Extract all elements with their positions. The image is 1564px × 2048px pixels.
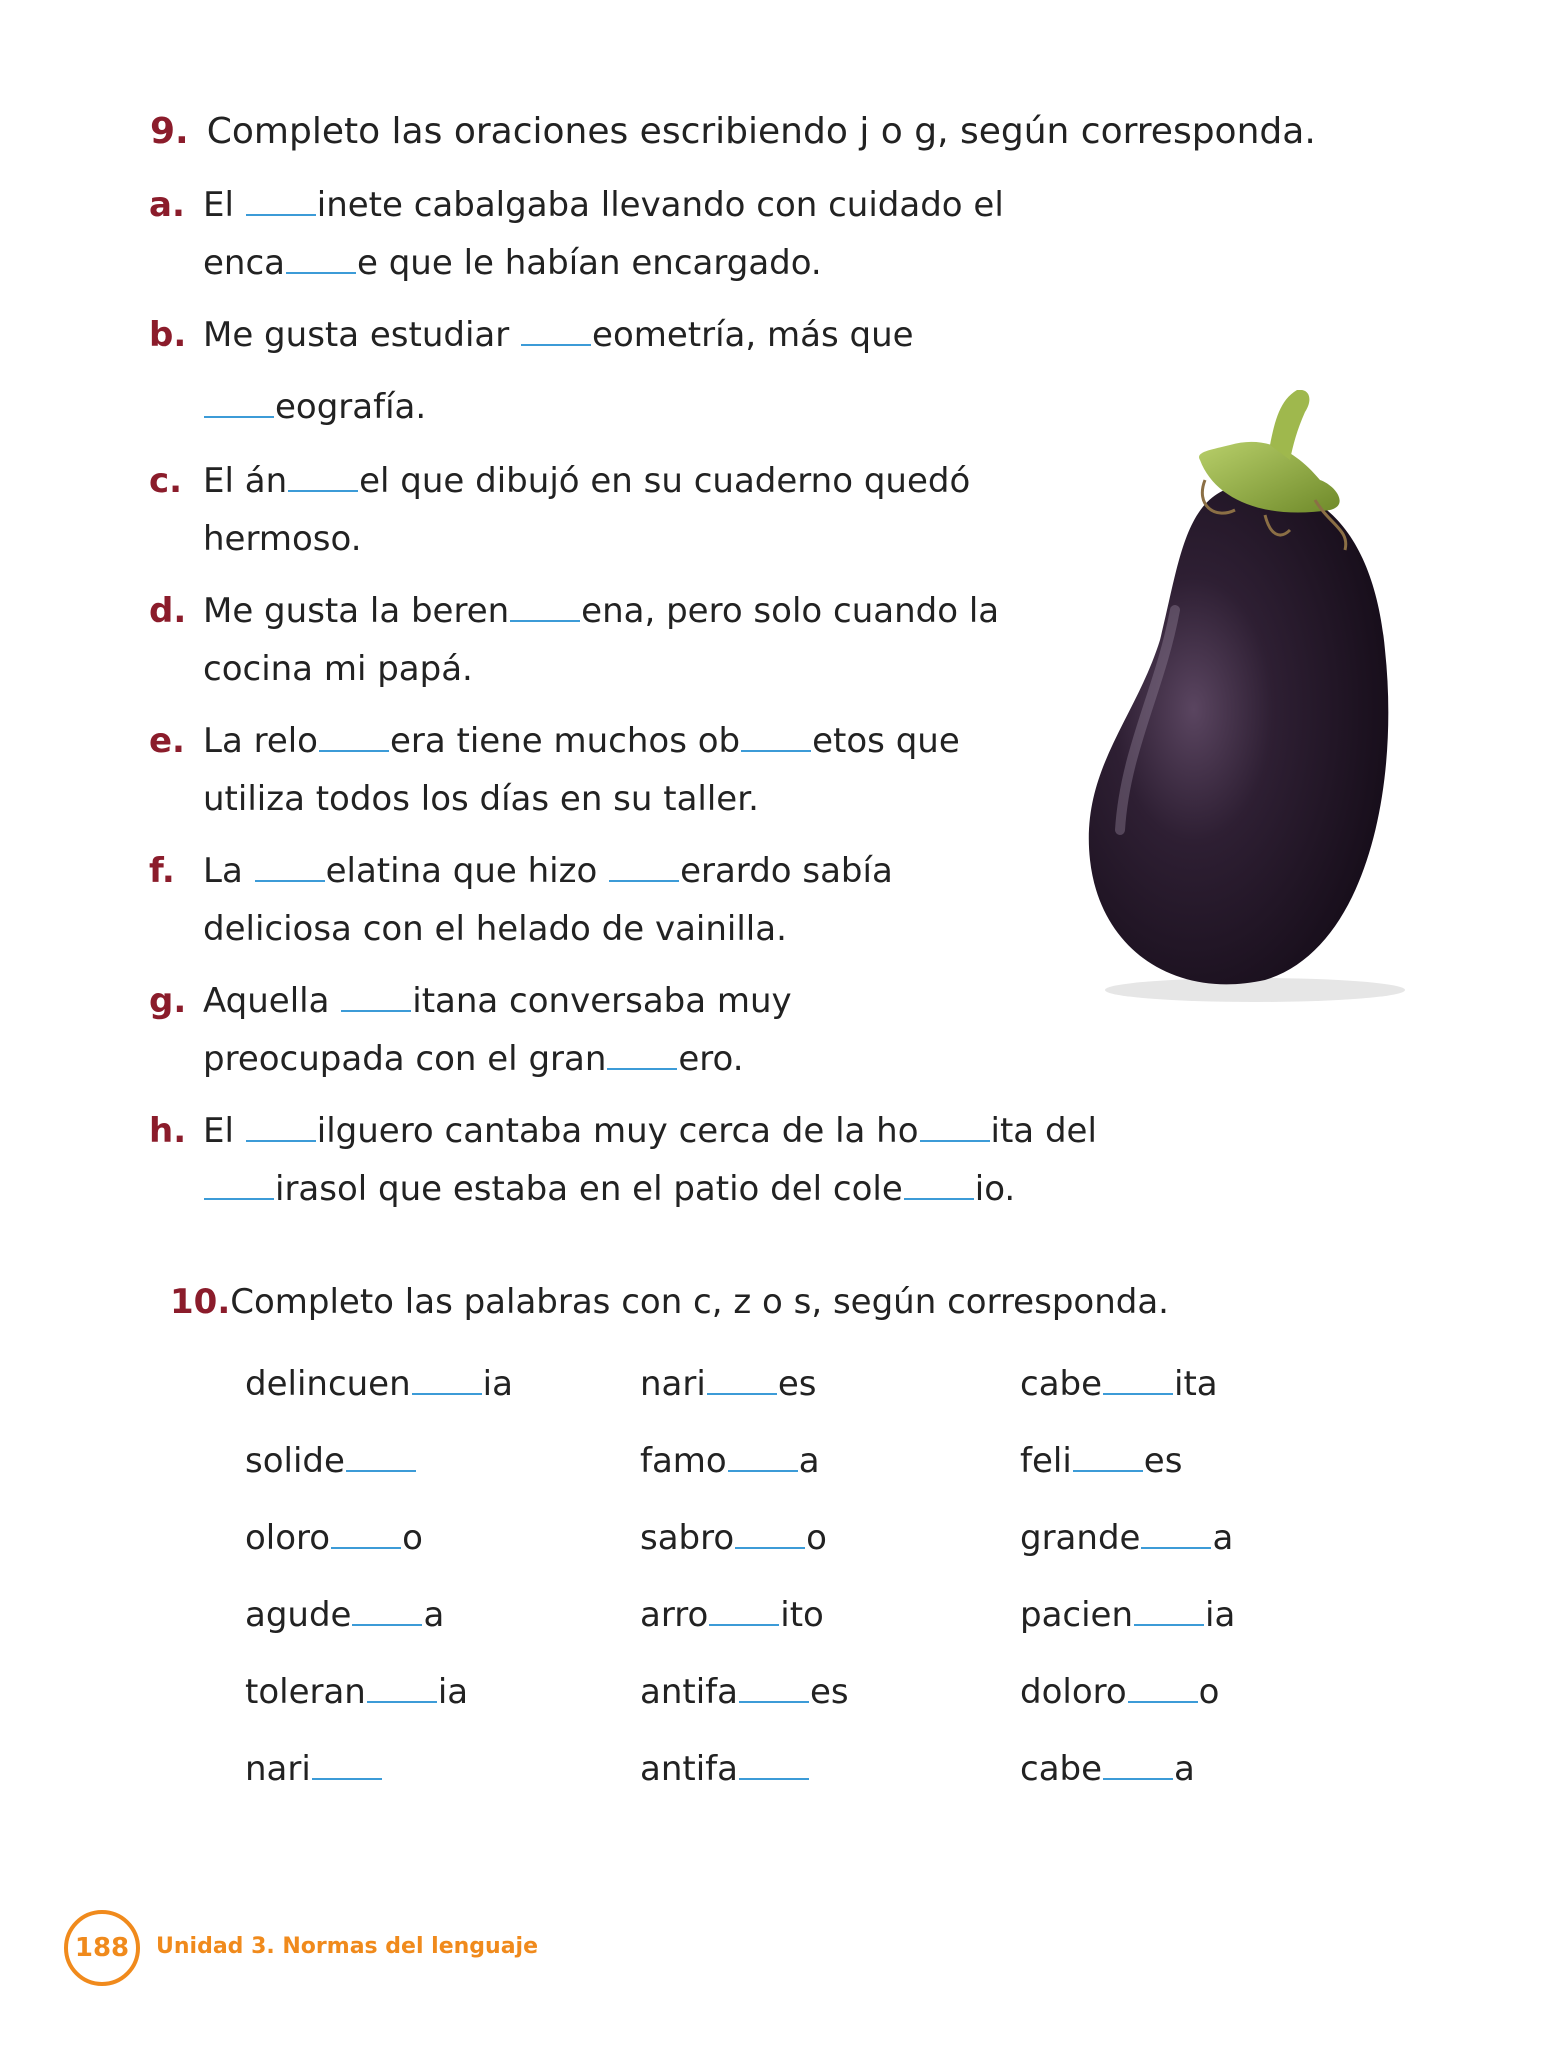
item-line2 xyxy=(203,234,1004,292)
exercise-9-item xyxy=(149,452,971,568)
word-prefix: antifa xyxy=(640,1672,738,1712)
answer-blank[interactable] xyxy=(346,1470,416,1472)
answer-blank[interactable] xyxy=(341,1010,411,1012)
answer-blank[interactable] xyxy=(735,1547,805,1549)
answer-blank[interactable] xyxy=(1103,1393,1173,1395)
word-prefix: arro xyxy=(640,1595,709,1635)
exercise-9-item xyxy=(149,176,1004,292)
text-segment: inete cabalgaba llevando con cuidado el xyxy=(316,185,1004,225)
answer-blank[interactable] xyxy=(204,416,274,418)
exercise-9-instruction: Completo las oraciones escribiendo j o g, según corresponda. xyxy=(206,111,1316,152)
answer-blank[interactable] xyxy=(521,344,591,346)
item-label: f. xyxy=(149,851,175,891)
text-segment: cocina mi papá. xyxy=(203,649,473,689)
text-segment: El án xyxy=(203,461,288,501)
text-segment: e que le habían encargado. xyxy=(357,243,822,283)
answer-blank[interactable] xyxy=(1128,1701,1198,1703)
exercise-10-number: 10. xyxy=(170,1282,231,1322)
exercise-9-item xyxy=(149,972,792,1088)
exercise-10-word-grid xyxy=(245,1360,1345,1830)
item-line1 xyxy=(203,1102,1097,1160)
answer-blank[interactable] xyxy=(707,1393,777,1395)
exercise-9-number: 9. xyxy=(150,111,189,152)
exercise-9-item xyxy=(149,582,1000,698)
word-prefix: antifa xyxy=(640,1749,738,1789)
text-segment: hermoso. xyxy=(203,519,362,559)
word-prefix: doloro xyxy=(1020,1672,1127,1712)
text-segment: ita del xyxy=(990,1111,1097,1151)
word-suffix: a xyxy=(1174,1749,1195,1789)
answer-blank[interactable] xyxy=(920,1140,990,1142)
word-suffix: es xyxy=(777,1364,817,1404)
answer-blank[interactable] xyxy=(1103,1778,1173,1780)
answer-blank[interactable] xyxy=(286,272,356,274)
word-item xyxy=(640,1360,816,1408)
text-segment: Me gusta la beren xyxy=(203,591,510,631)
answer-blank[interactable] xyxy=(1141,1547,1211,1549)
text-segment: El xyxy=(203,185,245,225)
word-item xyxy=(1020,1745,1195,1793)
item-line1 xyxy=(203,306,914,364)
text-segment: ero. xyxy=(678,1039,744,1079)
answer-blank[interactable] xyxy=(904,1198,974,1200)
exercise-9-item xyxy=(149,306,914,436)
text-segment: eometría, más que xyxy=(592,315,914,355)
word-suffix: ito xyxy=(780,1595,824,1635)
text-segment: La xyxy=(203,851,254,891)
answer-blank[interactable] xyxy=(412,1393,482,1395)
word-item xyxy=(640,1745,810,1793)
item-line2 xyxy=(203,510,970,568)
item-line1 xyxy=(203,582,999,640)
word-suffix: o xyxy=(402,1518,423,1558)
word-item xyxy=(640,1437,820,1485)
eggplant-icon xyxy=(1065,390,1445,1010)
word-item xyxy=(245,1591,444,1639)
answer-blank[interactable] xyxy=(1073,1470,1143,1472)
text-segment: ena, pero solo cuando la xyxy=(581,591,1000,631)
word-prefix: feli xyxy=(1020,1441,1072,1481)
item-line2 xyxy=(203,900,893,958)
text-segment: irasol que estaba en el patio del cole xyxy=(275,1169,903,1209)
word-item xyxy=(640,1591,824,1639)
answer-blank[interactable] xyxy=(367,1701,437,1703)
word-item xyxy=(245,1514,423,1562)
answer-blank[interactable] xyxy=(741,750,811,752)
answer-blank[interactable] xyxy=(739,1778,809,1780)
text-segment: enca xyxy=(203,243,285,283)
word-prefix: oloro xyxy=(245,1518,331,1558)
text-segment: elatina que hizo xyxy=(325,851,609,891)
answer-blank[interactable] xyxy=(246,1140,316,1142)
item-label: b. xyxy=(149,315,187,355)
word-item xyxy=(245,1668,468,1716)
text-segment: deliciosa con el helado de vainilla. xyxy=(203,909,787,949)
word-prefix: nari xyxy=(245,1749,311,1789)
answer-blank[interactable] xyxy=(331,1547,401,1549)
item-label: d. xyxy=(149,591,187,631)
answer-blank[interactable] xyxy=(1134,1624,1204,1626)
answer-blank[interactable] xyxy=(728,1470,798,1472)
answer-blank[interactable] xyxy=(607,1068,677,1070)
text-segment: Aquella xyxy=(203,981,341,1021)
word-prefix: cabe xyxy=(1020,1364,1103,1404)
exercise-10-instruction: Completo las palabras con c, z o s, según corresponda. xyxy=(230,1282,1169,1322)
word-item xyxy=(1020,1591,1235,1639)
item-label: c. xyxy=(149,461,183,501)
item-line1 xyxy=(203,842,893,900)
text-segment: el que dibujó en su cuaderno quedó xyxy=(359,461,971,501)
exercise-9-item xyxy=(149,842,893,958)
word-suffix: a xyxy=(798,1441,820,1481)
word-prefix: solide xyxy=(245,1441,345,1481)
word-suffix: ita xyxy=(1174,1364,1218,1404)
answer-blank[interactable] xyxy=(312,1778,382,1780)
item-line1 xyxy=(203,972,792,1030)
word-prefix: agude xyxy=(245,1595,352,1635)
word-item xyxy=(640,1514,827,1562)
item-line1 xyxy=(203,452,970,510)
answer-blank[interactable] xyxy=(510,620,580,622)
text-segment: eografía. xyxy=(275,387,427,427)
answer-blank[interactable] xyxy=(352,1624,422,1626)
word-prefix: sabro xyxy=(640,1518,735,1558)
item-label: e. xyxy=(149,721,185,761)
answer-blank[interactable] xyxy=(246,214,316,216)
item-line2 xyxy=(203,770,960,828)
text-segment: utiliza todos los días en su taller. xyxy=(203,779,759,819)
word-prefix: nari xyxy=(640,1364,706,1404)
word-item xyxy=(245,1745,383,1793)
word-item xyxy=(245,1437,417,1485)
answer-blank[interactable] xyxy=(255,880,325,882)
word-item xyxy=(245,1360,513,1408)
exercise-9-item xyxy=(149,712,960,828)
item-label: g. xyxy=(149,981,187,1021)
item-label: a. xyxy=(149,185,185,225)
word-item xyxy=(1020,1668,1219,1716)
word-item xyxy=(1020,1514,1233,1562)
exercise-9-heading xyxy=(150,108,1316,156)
text-segment: El xyxy=(203,1111,245,1151)
word-prefix: cabe xyxy=(1020,1749,1103,1789)
word-item xyxy=(1020,1437,1182,1485)
page-number: 188 xyxy=(74,1933,130,1963)
word-suffix: ia xyxy=(437,1672,469,1712)
item-line2 xyxy=(203,378,914,436)
text-segment: erardo sabía xyxy=(680,851,893,891)
word-item xyxy=(1020,1360,1218,1408)
text-segment: Me gusta estudiar xyxy=(203,315,521,355)
answer-blank[interactable] xyxy=(204,1198,274,1200)
answer-blank[interactable] xyxy=(609,880,679,882)
text-segment: era tiene muchos ob xyxy=(389,721,741,761)
answer-blank[interactable] xyxy=(739,1701,809,1703)
text-segment: itana conversaba muy xyxy=(412,981,792,1021)
item-line1 xyxy=(203,176,1004,234)
answer-blank[interactable] xyxy=(319,750,389,752)
word-suffix: es xyxy=(1143,1441,1183,1481)
exercise-10-heading xyxy=(170,1278,1169,1326)
item-line2 xyxy=(203,1030,792,1088)
item-line1 xyxy=(203,712,960,770)
page-number-badge xyxy=(64,1910,140,1986)
word-suffix: a xyxy=(1212,1518,1234,1558)
unit-title: Unidad 3. Normas del lenguaje xyxy=(156,1934,539,1959)
item-line2 xyxy=(203,1160,1097,1218)
exercise-9-item xyxy=(149,1102,1097,1218)
word-prefix: pacien xyxy=(1020,1595,1134,1635)
word-prefix: grande xyxy=(1020,1518,1141,1558)
text-segment: etos que xyxy=(812,721,960,761)
word-suffix: o xyxy=(1198,1672,1220,1712)
word-item xyxy=(640,1668,849,1716)
word-suffix: o xyxy=(806,1518,827,1558)
word-prefix: delincuen xyxy=(245,1364,411,1404)
word-prefix: famo xyxy=(640,1441,727,1481)
text-segment: preocupada con el gran xyxy=(203,1039,607,1079)
page-footer xyxy=(64,1910,664,1990)
text-segment: ilguero cantaba muy cerca de la ho xyxy=(316,1111,919,1151)
word-suffix: a xyxy=(423,1595,445,1635)
word-suffix: es xyxy=(809,1672,849,1712)
word-prefix: toleran xyxy=(245,1672,366,1712)
item-label: h. xyxy=(149,1111,187,1151)
text-segment: io. xyxy=(974,1169,1016,1209)
answer-blank[interactable] xyxy=(288,490,358,492)
text-segment: La relo xyxy=(203,721,318,761)
answer-blank[interactable] xyxy=(709,1624,779,1626)
word-suffix: ia xyxy=(482,1364,513,1404)
item-line2 xyxy=(203,640,999,698)
word-suffix: ia xyxy=(1205,1595,1236,1635)
